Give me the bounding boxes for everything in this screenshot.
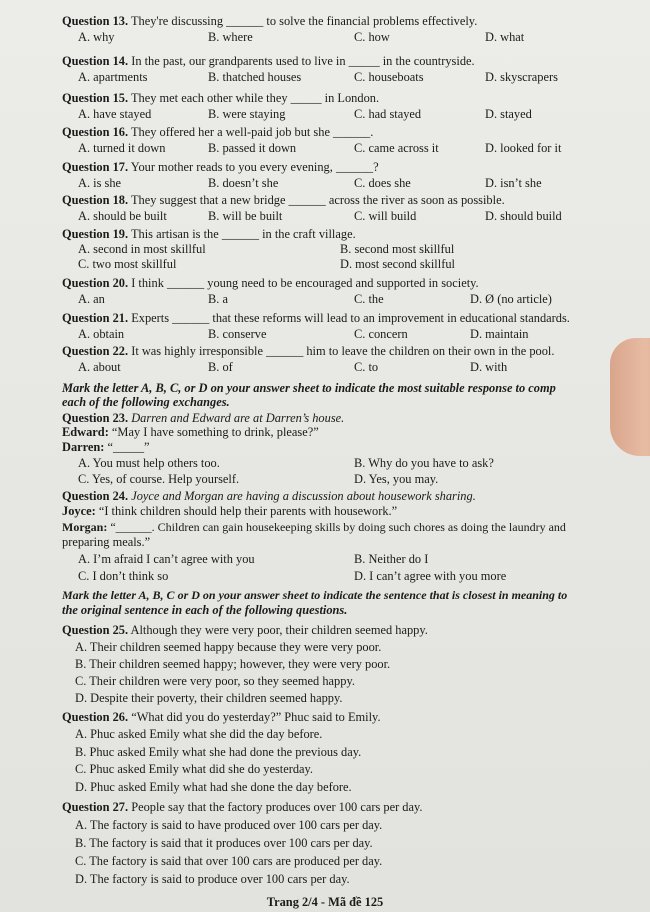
q23-option-a[interactable]: A. You must help others too. xyxy=(78,456,220,470)
thumb-image xyxy=(610,338,650,456)
instruction-2-line2: the original sentence in each of the following questions. xyxy=(62,603,348,617)
answer-option[interactable]: B. where xyxy=(208,30,253,44)
question-stem: Question 21. Experts ______ that these reforms will lead to an improvement in educational standards. xyxy=(62,311,570,325)
answer-option[interactable]: C. came across it xyxy=(354,141,439,155)
answer-option[interactable]: D. what xyxy=(485,30,525,44)
question-stem: Question 13. They're discussing ______ to solve the financial problems effectively. xyxy=(62,14,478,28)
question-stem: Question 19. This artisan is the ______ in the craft village. xyxy=(62,227,356,241)
answer-option[interactable]: D. Ø (no article) xyxy=(470,292,552,306)
q26-stem: Question 26. “What did you do yesterday?” Phuc said to Emily. xyxy=(62,710,381,724)
answer-option[interactable]: A. turned it down xyxy=(78,141,166,155)
answer-option[interactable]: A. should be built xyxy=(78,209,167,223)
q24-option-d[interactable]: D. I can’t agree with you more xyxy=(354,569,507,583)
answer-option[interactable]: C. concern xyxy=(354,327,408,341)
q23-option-b[interactable]: B. Why do you have to ask? xyxy=(354,456,494,470)
answer-option[interactable]: B. conserve xyxy=(208,327,267,341)
q27-option-d[interactable]: D. The factory is said to produce over 100 cars per day. xyxy=(75,872,350,886)
q24-option-c[interactable]: C. I don’t think so xyxy=(78,569,169,583)
page-footer: Trang 2/4 - Mã đề 125 xyxy=(266,895,384,909)
q23-line2: Darren: “_____” xyxy=(62,440,150,454)
answer-option[interactable]: D. should build xyxy=(485,209,562,223)
answer-option[interactable]: C. to xyxy=(354,360,379,374)
q24-line2: Morgan: “______. Children can gain housekeeping skills by doing such chores as doing the laundry and xyxy=(62,520,566,534)
answer-option[interactable]: A. is she xyxy=(78,176,122,190)
question-stem: Question 18. They suggest that a new bridge ______ across the river as soon as possible. xyxy=(62,193,505,207)
question-stem: Question 14. In the past, our grandparents used to live in _____ in the countryside. xyxy=(62,54,475,68)
answer-option[interactable]: A. an xyxy=(78,292,105,306)
q25-option-a[interactable]: A. Their children seemed happy because they were very poor. xyxy=(75,640,382,654)
answer-option[interactable]: B. passed it down xyxy=(208,141,297,155)
answer-option[interactable]: C. two most skillful xyxy=(78,257,177,271)
answer-option[interactable]: A. why xyxy=(78,30,115,44)
answer-option[interactable]: B. thatched houses xyxy=(208,70,302,84)
question-stem: Question 15. They met each other while they _____ in London. xyxy=(62,91,380,105)
q24-line1: Joyce: “I think children should help their parents with housework.” xyxy=(62,504,398,518)
answer-option[interactable]: B. a xyxy=(208,292,228,306)
answer-option[interactable]: B. second most skillful xyxy=(340,242,455,256)
question-stem: Question 22. It was highly irresponsible ______ him to leave the children on their own in the pool. xyxy=(62,344,555,358)
instruction-1-line2: each of the following exchanges. xyxy=(62,395,230,409)
q27-option-c[interactable]: C. The factory is said that over 100 cars are produced per day. xyxy=(75,854,383,868)
answer-option[interactable]: D. skyscrapers xyxy=(485,70,558,84)
q24-line2-cont: preparing meals.” xyxy=(62,535,151,549)
answer-option[interactable]: B. were staying xyxy=(208,107,286,121)
answer-option[interactable]: C. will build xyxy=(354,209,417,223)
answer-option[interactable]: D. most second skillful xyxy=(340,257,455,271)
q23-stem: Question 23. Darren and Edward are at Darren’s house. xyxy=(62,411,345,425)
instruction-1-line1: Mark the letter A, B, C, or D on your answer sheet to indicate the most suitable response to comp xyxy=(62,381,556,395)
q25-stem: Question 25. Although they were very poor, their children seemed happy. xyxy=(62,623,428,637)
answer-option[interactable]: C. does she xyxy=(354,176,411,190)
q25-option-c[interactable]: C. Their children were very poor, so they seemed happy. xyxy=(75,674,355,688)
q24-option-b[interactable]: B. Neither do I xyxy=(354,552,429,566)
question-stem: Question 17. Your mother reads to you every evening, ______? xyxy=(62,160,379,174)
question-stem: Question 16. They offered her a well-paid job but she ______. xyxy=(62,125,374,139)
question-stem: Question 20. I think ______ young need to be encouraged and supported in society. xyxy=(62,276,479,290)
answer-option[interactable]: B. will be built xyxy=(208,209,283,223)
answer-option[interactable]: D. maintain xyxy=(470,327,529,341)
q26-option-d[interactable]: D. Phuc asked Emily what had she done the day before. xyxy=(75,780,352,794)
q26-option-c[interactable]: C. Phuc asked Emily what did she do yesterday. xyxy=(75,762,314,776)
q25-option-b[interactable]: B. Their children seemed happy; however, they were very poor. xyxy=(75,657,391,671)
q23-option-d[interactable]: D. Yes, you may. xyxy=(354,472,439,486)
q26-option-a[interactable]: A. Phuc asked Emily what she did the day before. xyxy=(75,727,323,741)
answer-option[interactable]: C. how xyxy=(354,30,390,44)
answer-option[interactable]: C. the xyxy=(354,292,384,306)
q26-option-b[interactable]: B. Phuc asked Emily what she had done the previous day. xyxy=(75,745,362,759)
answer-option[interactable]: D. looked for it xyxy=(485,141,562,155)
answer-option[interactable]: A. second in most skillful xyxy=(78,242,206,256)
instruction-2-line1: Mark the letter A, B, C or D on your answer sheet to indicate the sentence that is closest in meaning to xyxy=(62,588,568,602)
answer-option[interactable]: D. with xyxy=(470,360,508,374)
answer-option[interactable]: A. apartments xyxy=(78,70,148,84)
answer-option[interactable]: D. stayed xyxy=(485,107,532,121)
q25-option-d[interactable]: D. Despite their poverty, their children seemed happy. xyxy=(75,691,343,705)
answer-option[interactable]: A. about xyxy=(78,360,121,374)
q23-option-c[interactable]: C. Yes, of course. Help yourself. xyxy=(78,472,240,486)
answer-option[interactable]: C. houseboats xyxy=(354,70,424,84)
answer-option[interactable]: C. had stayed xyxy=(354,107,422,121)
answer-option[interactable]: A. obtain xyxy=(78,327,125,341)
q27-stem: Question 27. People say that the factory produces over 100 cars per day. xyxy=(62,800,423,814)
q27-option-a[interactable]: A. The factory is said to have produced over 100 cars per day. xyxy=(75,818,383,832)
answer-option[interactable]: B. of xyxy=(208,360,233,374)
answer-option[interactable]: A. have stayed xyxy=(78,107,152,121)
q24-stem: Question 24. Joyce and Morgan are having a discussion about housework sharing. xyxy=(62,489,476,503)
q27-option-b[interactable]: B. The factory is said that it produces over 100 cars per day. xyxy=(75,836,373,850)
answer-option[interactable]: B. doesn’t she xyxy=(208,176,279,190)
q23-line1: Edward: “May I have something to drink, please?” xyxy=(62,425,319,439)
q24-option-a[interactable]: A. I’m afraid I can’t agree with you xyxy=(78,552,255,566)
answer-option[interactable]: D. isn’t she xyxy=(485,176,542,190)
